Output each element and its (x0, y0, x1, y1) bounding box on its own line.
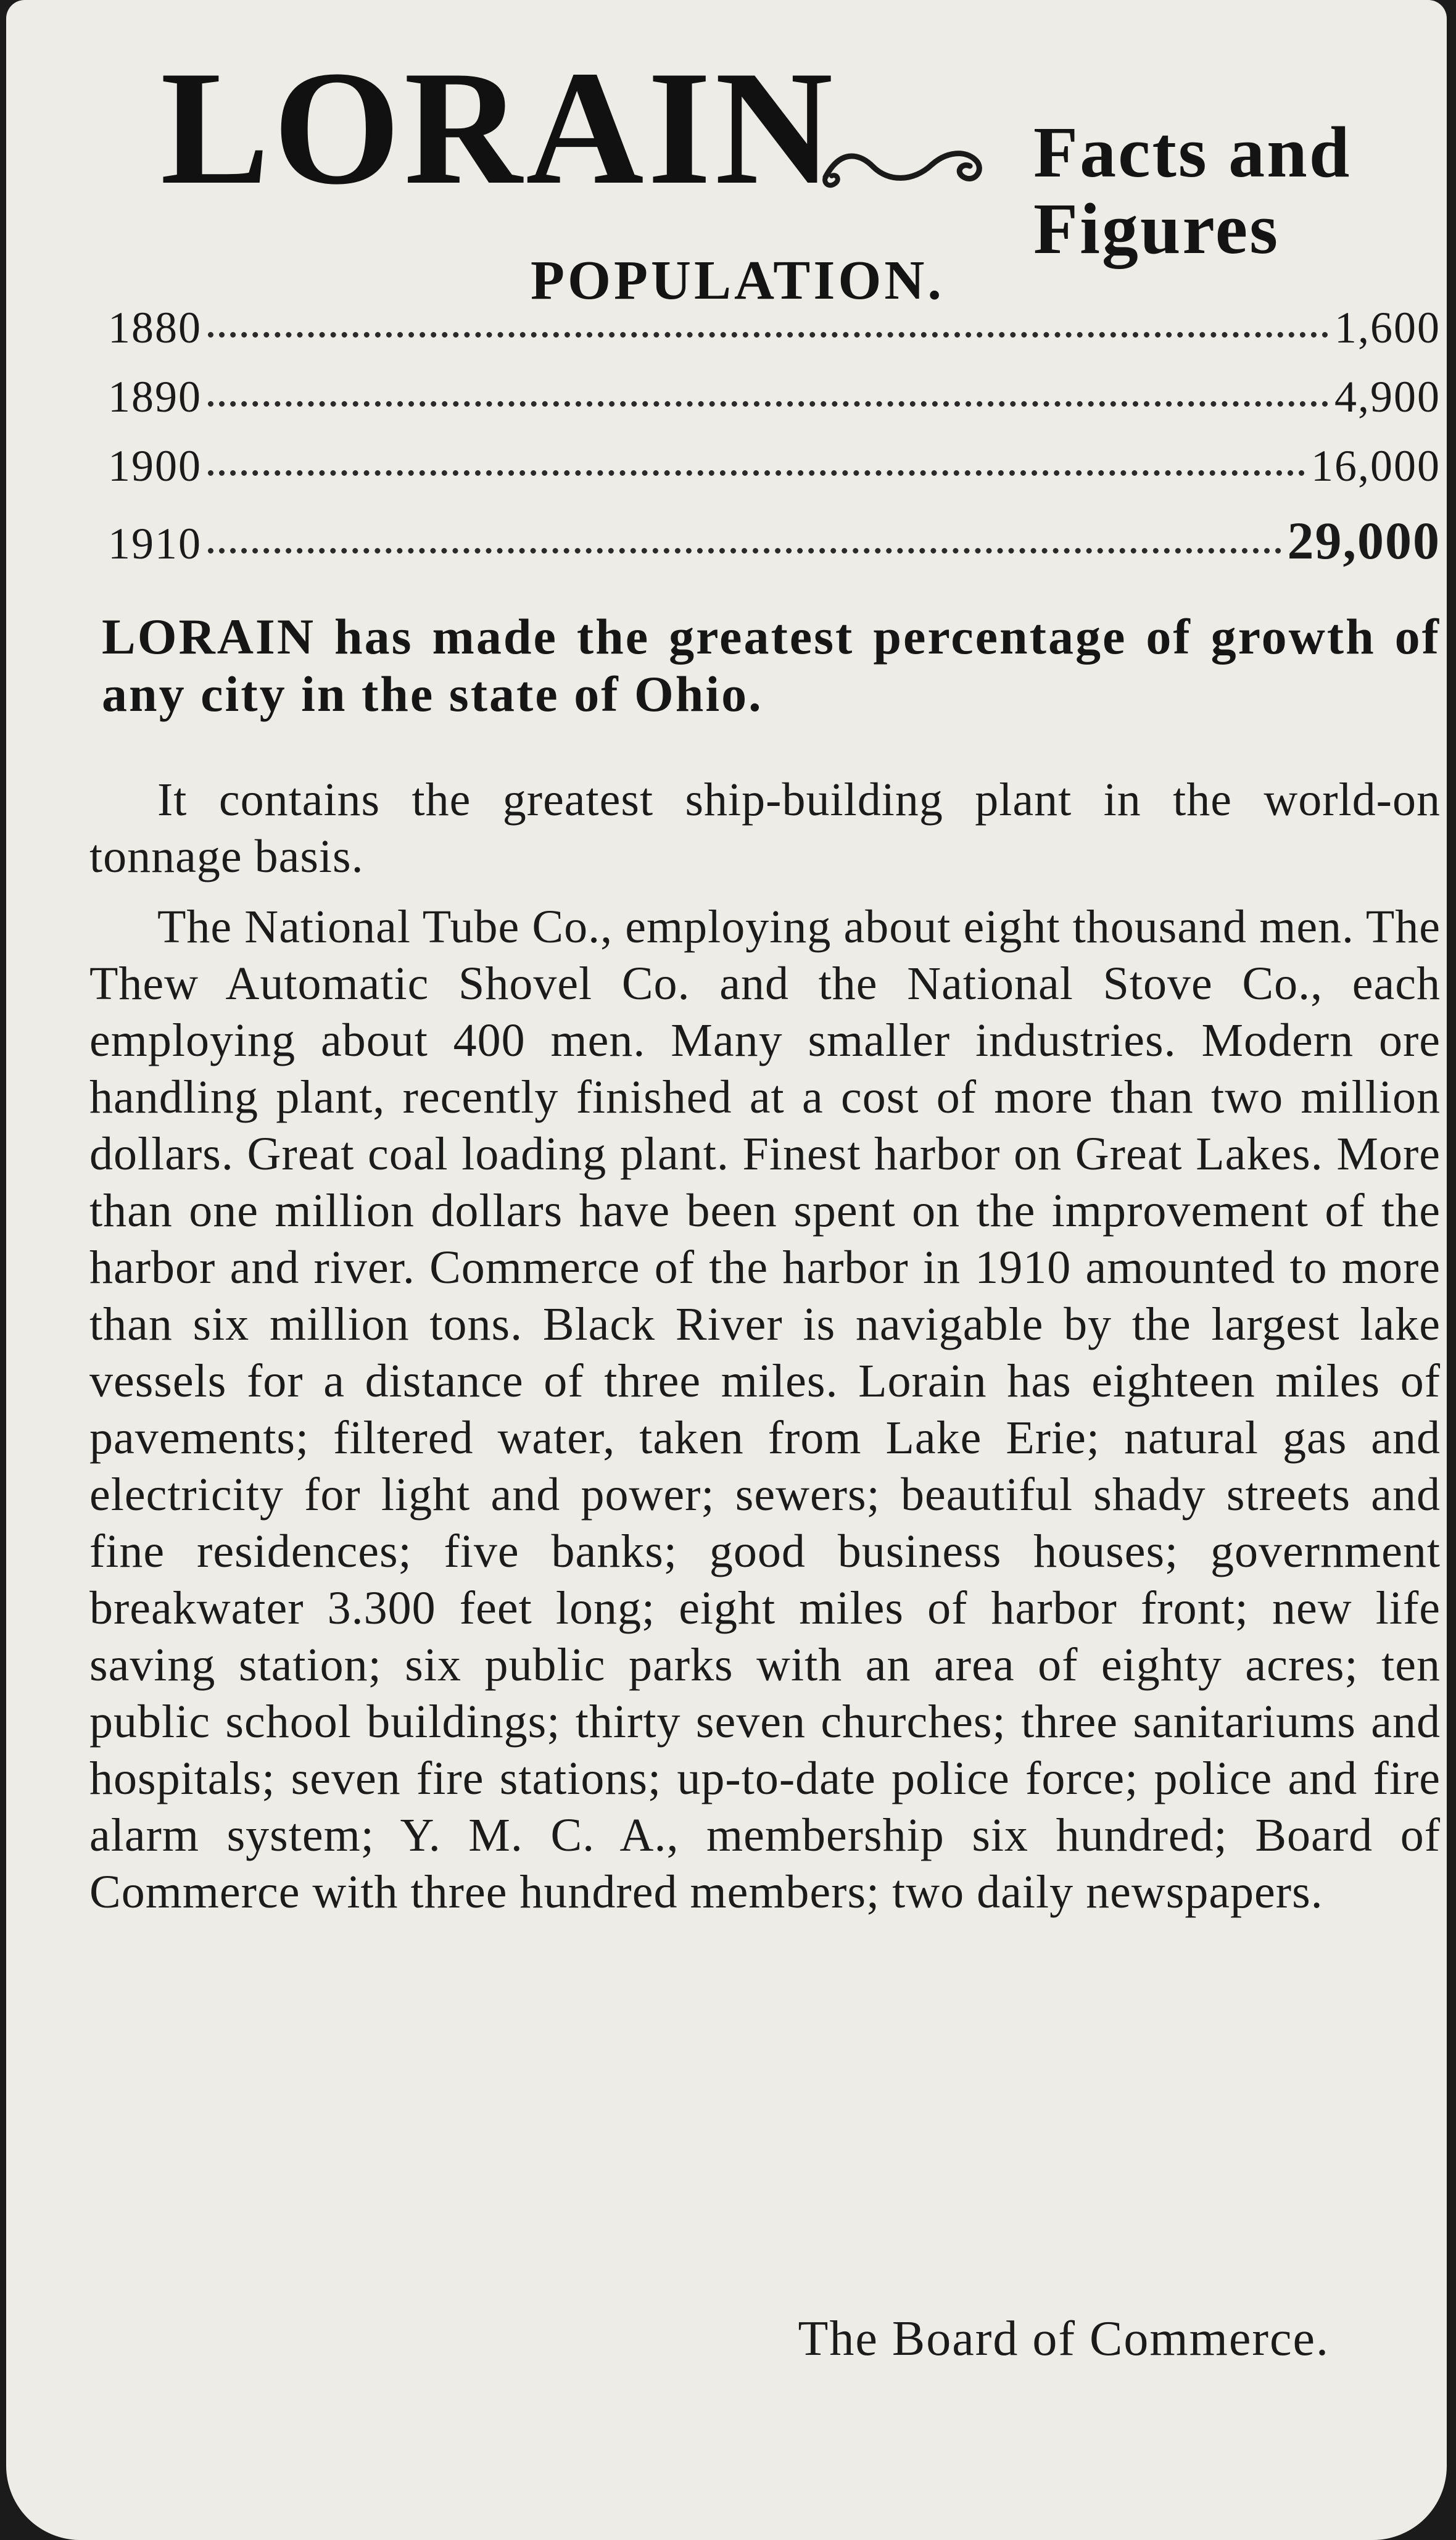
population-row (108, 371, 1441, 441)
population-row (108, 441, 1441, 510)
paragraph: The National Tube Co., employing about eight thousand men. The Thew Automatic Shovel Co. and the National Stove Co., each employing about 400 men. Many smaller industries. Modern ore handling plant, recently finished at a cost of more than two million dollars. Great coal loading plant. Finest harbor on Great Lakes. More than one million dollars have been spent on the improvement of the harbor and river. Commerce of the harbor in 1910 amounted to more than six million tons. Black River is navigable by the largest lake vessels for a distance of three miles. Lorain has eighteen miles of pavements; filtered water, taken from Lake Erie; natural gas and electricity for light and power; sewers; beautiful shady streets and fine residences; five banks; good business houses; government breakwater 3.300 feet long; eight miles of harbor front; new life saving station; six public parks with an area of eighty acres; ten public school buildings; thirty seven churches; three sanitariums and hospitals; seven fire stations; up-to-date police force; police and fire alarm system; Y. M. C. A., membership six hundred; Board of Commerce with three hundred members; two daily newspapers. (89, 901, 1441, 1918)
lead-statement: LORAIN has made the greatest percentage of growth of any city in the state of Ohio. (102, 608, 1441, 723)
population-year: 1900 (108, 441, 202, 491)
paragraph: It contains the greatest ship-building plant in the world-on tonnage basis. (89, 774, 1441, 882)
city-title: LORAIN (160, 38, 837, 218)
subtitle-line-2: Figures (1033, 188, 1280, 269)
dot-leader (208, 401, 1328, 407)
scroll-ornament-icon (821, 139, 987, 194)
body-text (89, 771, 1441, 1920)
dot-leader (208, 548, 1281, 554)
population-year: 1910 (108, 519, 202, 568)
population-value: 29,000 (1287, 511, 1441, 570)
population-year: 1890 (108, 372, 202, 421)
population-table (108, 302, 1441, 579)
population-heading: POPULATION. (531, 250, 945, 311)
postcard (6, 0, 1447, 2540)
population-value: 4,900 (1334, 372, 1441, 421)
population-value: 16,000 (1311, 441, 1441, 491)
population-row (108, 510, 1441, 579)
population-year: 1880 (108, 303, 202, 352)
population-value: 1,600 (1334, 303, 1441, 352)
dot-leader (208, 332, 1328, 338)
dot-leader (208, 470, 1305, 476)
population-row (108, 302, 1441, 371)
signature: The Board of Commerce. (798, 2312, 1330, 2366)
subtitle-line-1: Facts and (1033, 112, 1352, 193)
subtitle (1033, 114, 1351, 267)
